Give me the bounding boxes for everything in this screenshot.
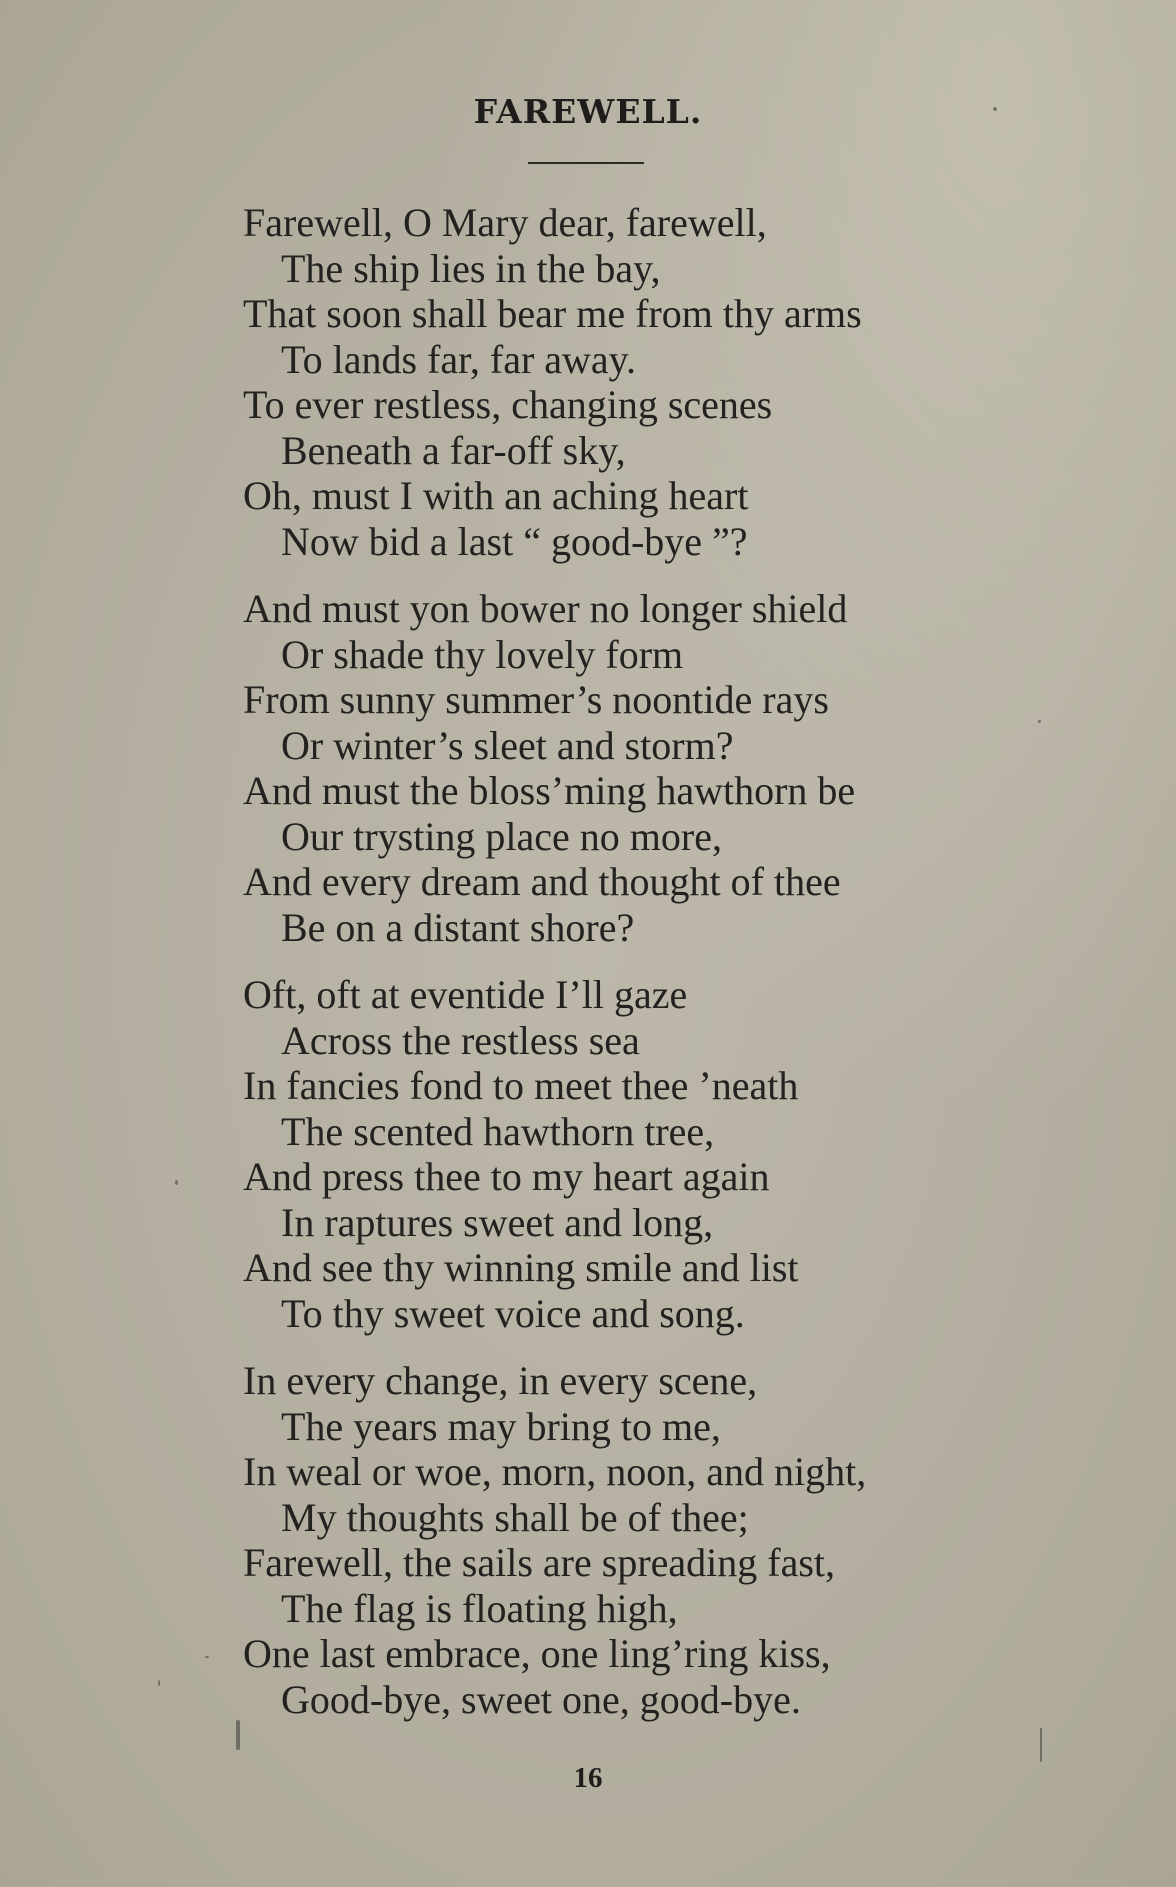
paper-speck bbox=[993, 107, 997, 111]
stanza-1 bbox=[243, 200, 963, 564]
poem-line: The years may bring to me, bbox=[281, 1403, 721, 1449]
stanza-2 bbox=[243, 586, 963, 950]
poem-line: To lands far, far away. bbox=[281, 336, 637, 382]
poem-line: And must the bloss’ming hawthorn be bbox=[243, 768, 856, 813]
poem-line: Farewell, the sails are spreading fast, bbox=[243, 1540, 836, 1585]
poem-line: Our trysting place no more, bbox=[281, 813, 722, 859]
page-number: 16 bbox=[573, 1762, 603, 1794]
poem-line: To thy sweet voice and song. bbox=[281, 1290, 745, 1336]
poem-line: The ship lies in the bay, bbox=[281, 245, 661, 291]
poem-line: Good-bye, sweet one, good-bye. bbox=[281, 1676, 801, 1722]
poem-line: In weal or woe, morn, noon, and night, bbox=[243, 1449, 867, 1494]
poem-line: Beneath a far-off sky, bbox=[281, 427, 626, 473]
poem-line: Or shade thy lovely form bbox=[281, 631, 684, 677]
poem-line: Farewell, O Mary dear, farewell, bbox=[243, 200, 767, 245]
poem-line: In fancies fond to meet thee ’neath bbox=[243, 1063, 799, 1108]
paper-speck bbox=[236, 1720, 240, 1750]
poem-line: Oft, oft at eventide I’ll gaze bbox=[243, 972, 688, 1017]
title-rule bbox=[528, 162, 644, 164]
paper-speck bbox=[158, 1680, 160, 1686]
paper-speck bbox=[205, 1656, 209, 1658]
stanza-3 bbox=[243, 972, 963, 1336]
poem-line: To ever restless, changing scenes bbox=[243, 382, 773, 427]
poem-line: Across the restless sea bbox=[281, 1017, 640, 1063]
poem-line: And press thee to my heart again bbox=[243, 1154, 770, 1199]
paper-speck bbox=[1040, 1728, 1042, 1762]
poem-line: And every dream and thought of thee bbox=[243, 859, 841, 904]
stanza-4 bbox=[243, 1358, 963, 1722]
poem-line: Or winter’s sleet and storm? bbox=[281, 722, 734, 768]
poem-line: In raptures sweet and long, bbox=[281, 1199, 714, 1245]
poem-line: From sunny summer’s noontide rays bbox=[243, 677, 829, 722]
poem-line: Be on a distant shore? bbox=[281, 904, 635, 950]
poem-body bbox=[243, 200, 963, 1744]
poem-line: The flag is floating high, bbox=[281, 1585, 678, 1631]
poem-line: And must yon bower no longer shield bbox=[243, 586, 848, 631]
poem-line: My thoughts shall be of thee; bbox=[281, 1494, 749, 1540]
poem-line: One last embrace, one ling’ring kiss, bbox=[243, 1631, 831, 1676]
poem-line: In every change, in every scene, bbox=[243, 1358, 758, 1403]
poem-line: That soon shall bear me from thy arms bbox=[243, 291, 862, 336]
paper-speck bbox=[175, 1180, 178, 1185]
poem-line: And see thy winning smile and list bbox=[243, 1245, 799, 1290]
paper-speck bbox=[1038, 720, 1041, 723]
poem-line: The scented hawthorn tree, bbox=[281, 1108, 715, 1154]
poem-title: FAREWELL. bbox=[473, 92, 703, 131]
poem-line: Oh, must I with an aching heart bbox=[243, 473, 749, 518]
poem-line: Now bid a last “ good-bye ”? bbox=[281, 518, 748, 564]
